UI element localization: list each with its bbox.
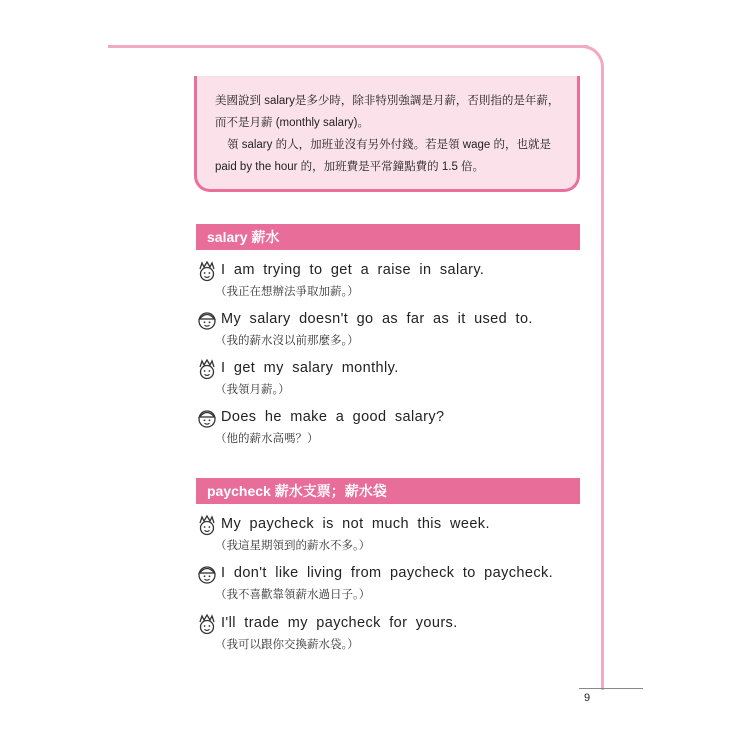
section-header-paycheck: paycheck 薪水支票；薪水袋 bbox=[196, 478, 580, 504]
page-frame-right bbox=[601, 68, 604, 690]
example-chinese: （我正在想辦法爭取加薪。） bbox=[215, 286, 359, 298]
girl-face-icon bbox=[196, 260, 218, 282]
girl-face-icon bbox=[196, 613, 218, 635]
example-item bbox=[196, 358, 586, 404]
note-line-2: 而不是月薪 (monthly salary)。 bbox=[215, 117, 369, 129]
example-item bbox=[196, 563, 586, 609]
example-chinese: （他的薪水高嗎？） bbox=[215, 433, 319, 445]
page-frame-top bbox=[108, 45, 588, 48]
example-english: I get my salary monthly. bbox=[221, 360, 399, 376]
page-number: 9 bbox=[584, 692, 591, 704]
example-english: My paycheck is not much this week. bbox=[221, 516, 490, 532]
example-english: My salary doesn't go as far as it used to. bbox=[221, 311, 533, 327]
boy-face-icon bbox=[196, 563, 218, 585]
example-chinese: （我可以跟你交換薪水袋。） bbox=[215, 639, 359, 651]
example-chinese: （我不喜歡靠領薪水過日子。） bbox=[215, 589, 371, 601]
note-line-1: 美國說到 salary是多少時，除非特別強調是月薪，否則指的是年薪， bbox=[215, 95, 560, 107]
girl-face-icon bbox=[196, 358, 218, 380]
example-english: I don't like living from paycheck to paycheck. bbox=[221, 565, 554, 581]
girl-face-icon bbox=[196, 514, 218, 536]
boy-face-icon bbox=[196, 407, 218, 429]
example-english: I'll trade my paycheck for yours. bbox=[221, 615, 458, 631]
note-line-4: paid by the hour 的，加班費是平常鐘點費的 1.5 倍。 bbox=[215, 161, 485, 173]
example-chinese: （我的薪水沒以前那麼多。） bbox=[215, 335, 359, 347]
footer-rule bbox=[579, 688, 643, 689]
example-english: Does he make a good salary? bbox=[221, 409, 445, 425]
example-item bbox=[196, 260, 586, 306]
example-item bbox=[196, 514, 586, 560]
section-header-salary: salary 薪水 bbox=[196, 224, 580, 250]
example-item bbox=[196, 407, 586, 453]
usage-note-box bbox=[194, 76, 580, 192]
example-chinese: （我領月薪。） bbox=[215, 384, 290, 396]
example-english: I am trying to get a raise in salary. bbox=[221, 262, 485, 278]
boy-face-icon bbox=[196, 309, 218, 331]
example-item bbox=[196, 613, 586, 659]
example-chinese: （我這星期領到的薪水不多。） bbox=[215, 540, 371, 552]
example-item bbox=[196, 309, 586, 355]
note-line-3: 領 salary 的人，加班並沒有另外付錢。若是領 wage 的，也就是 bbox=[227, 139, 551, 151]
